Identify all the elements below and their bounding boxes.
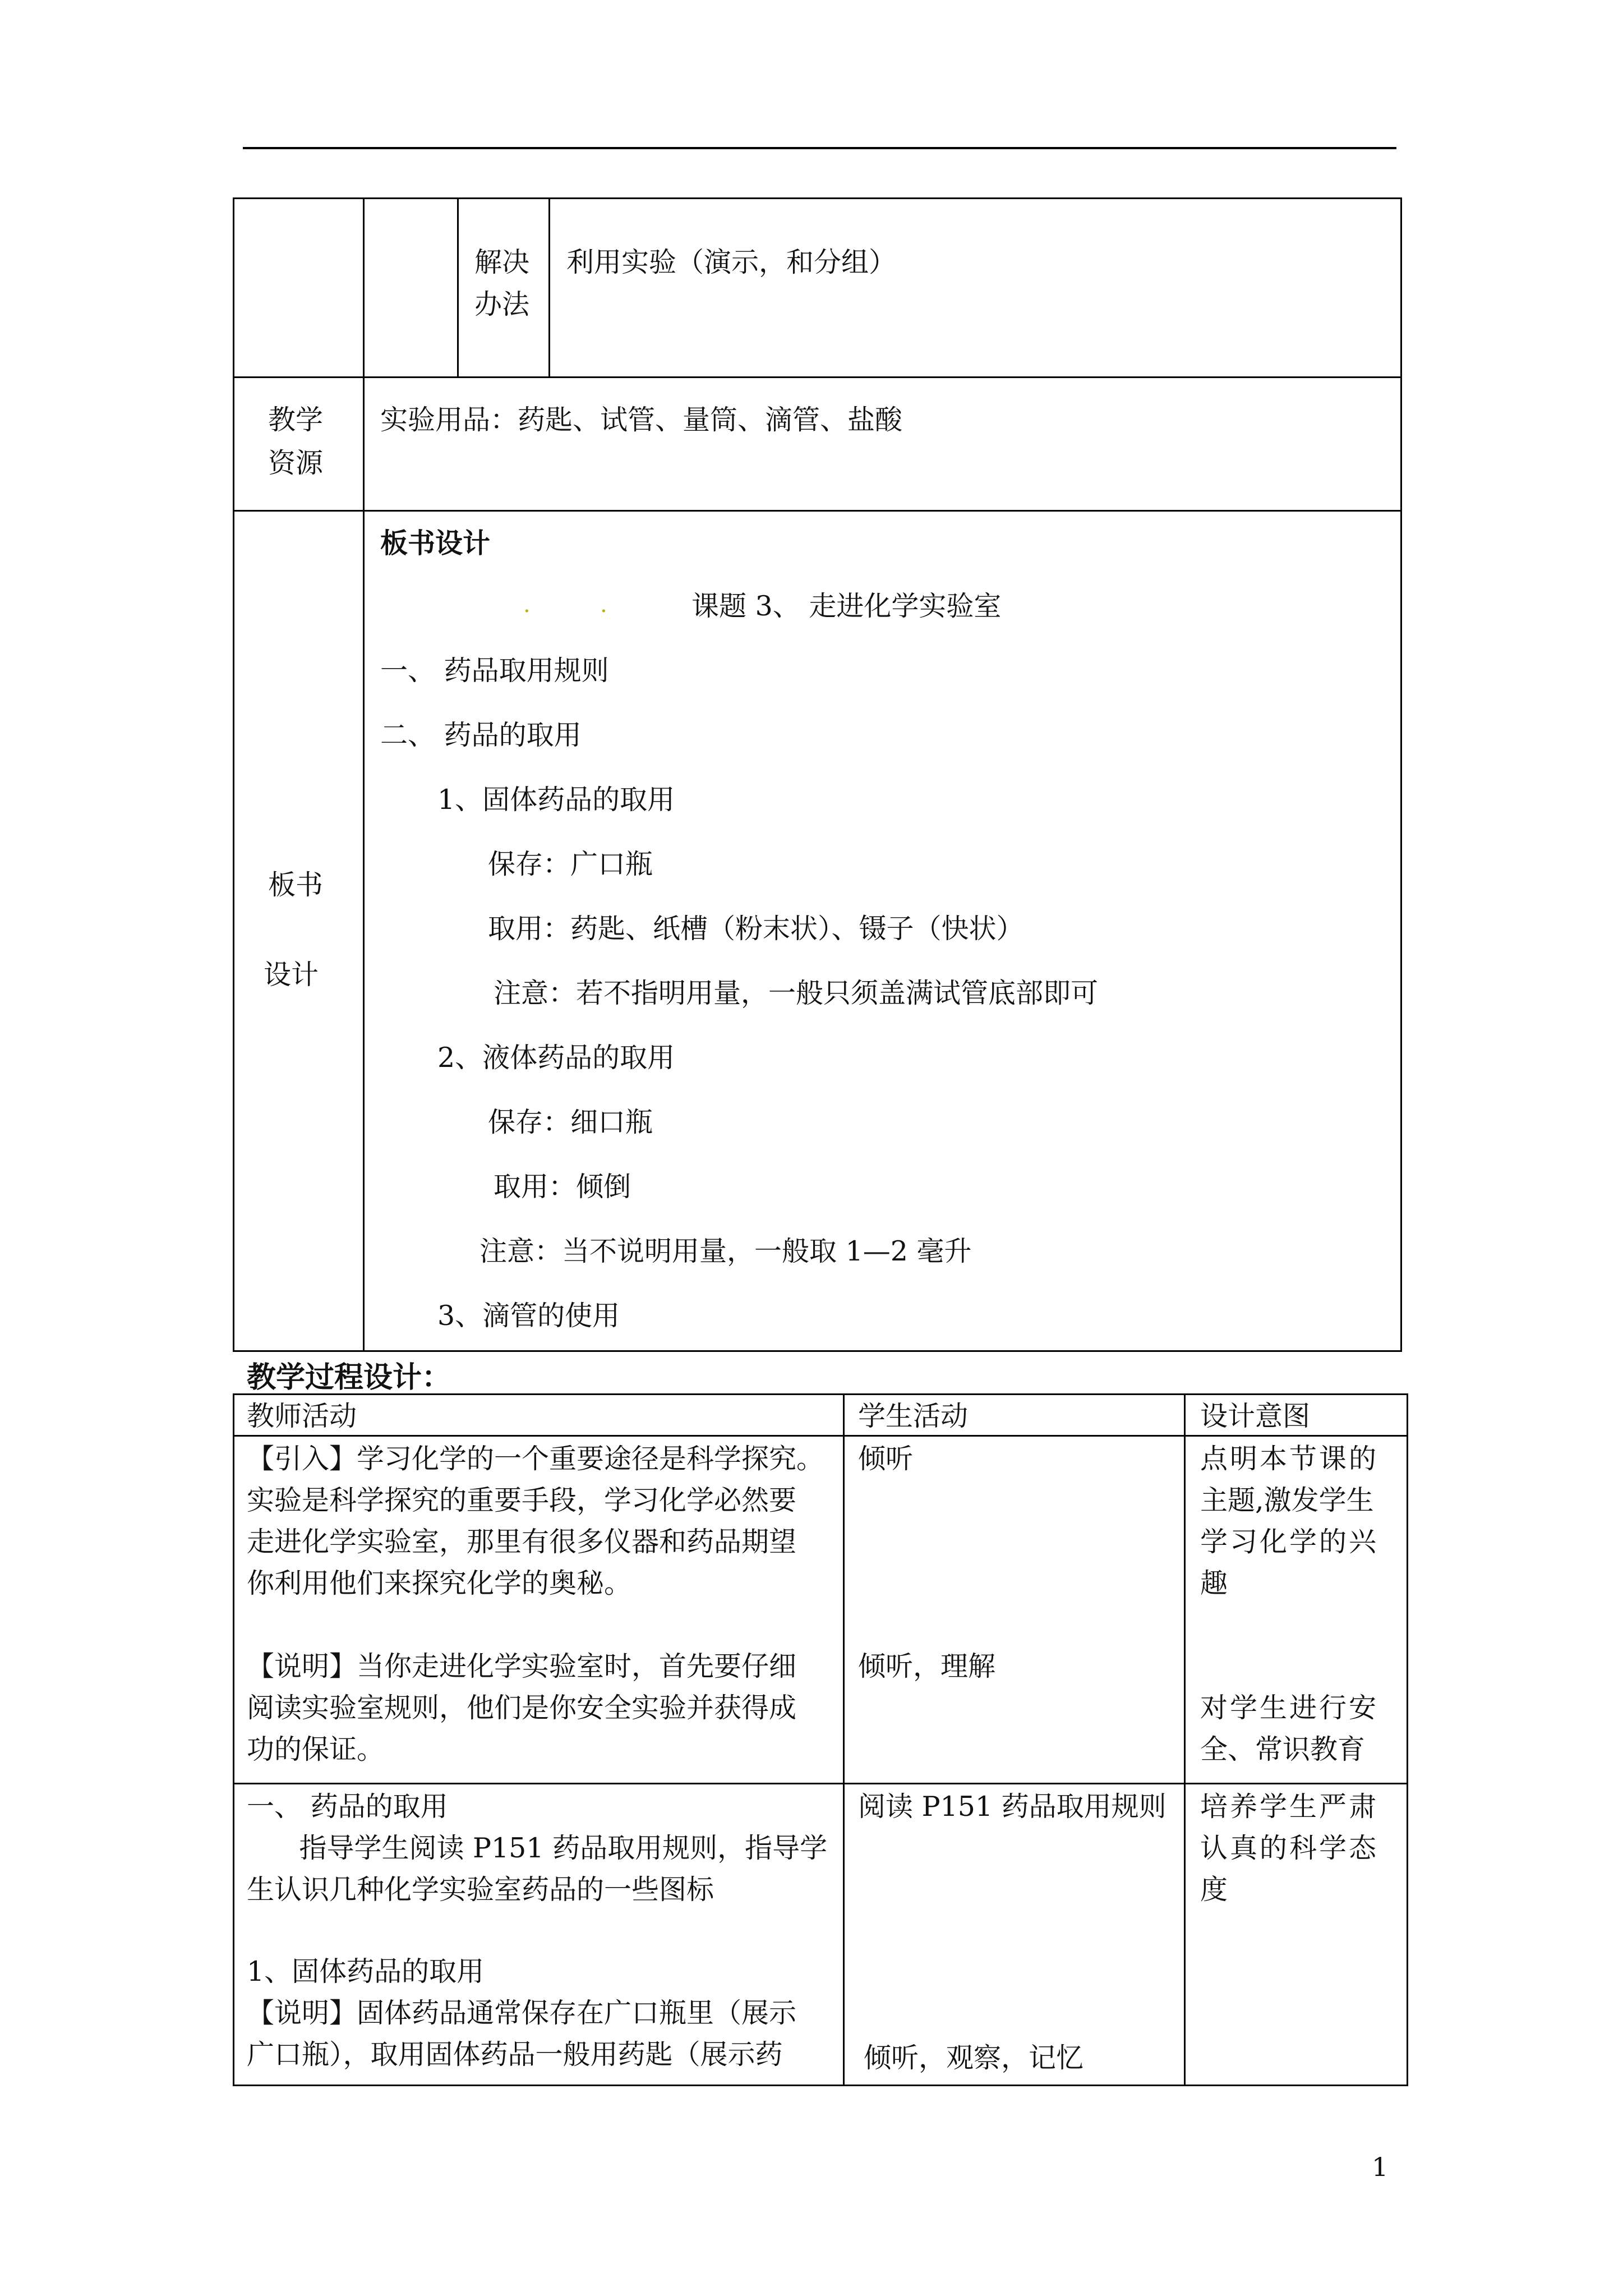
- teacher-text: 广口瓶），取用固体药品一般用药匙（展示药: [247, 2039, 783, 2070]
- board-line: 取用：药匙、纸槽（粉末状）、镊子（快状）: [488, 913, 1024, 945]
- teacher-text: 生认识几种化学实验室药品的一些图标: [247, 1874, 714, 1906]
- teacher-text: 指导学生阅读 P151 药品取用规则，指导学: [247, 1832, 828, 1864]
- teacher-text: 功的保证。: [247, 1733, 385, 1765]
- intent-text: 全、常识教育: [1200, 1733, 1366, 1765]
- solution-label-line2: 办法: [474, 288, 530, 320]
- resources-text: 实验用品：药匙、试管、量筒、滴管、盐酸: [380, 404, 903, 436]
- header-rule: [243, 147, 1396, 149]
- student-text: 倾听: [858, 1443, 914, 1475]
- table-row-divider: [233, 510, 1402, 512]
- resources-label-line2: 资源: [268, 447, 324, 479]
- teacher-text: 【说明】固体药品通常保存在广口瓶里（展示: [247, 1997, 797, 2029]
- lesson-info-table: [233, 197, 1402, 1352]
- board-label-line1: 板书: [268, 869, 324, 901]
- teacher-text: 你利用他们来探究化学的奥秘。: [247, 1567, 632, 1599]
- board-line: 取用：倾倒: [494, 1171, 631, 1203]
- solution-text: 利用实验（演示，和分组）: [566, 246, 897, 278]
- teacher-text: 实验是科学探究的重要手段，学习化学必然要: [247, 1484, 797, 1516]
- table-col-divider: [1184, 1393, 1186, 2086]
- resources-label-line1: 教学: [268, 404, 324, 436]
- student-text: 倾听，观察，记忆: [864, 2042, 1084, 2074]
- board-line: 2、液体药品的取用: [437, 1042, 675, 1074]
- intent-text: 认真的科学态: [1200, 1832, 1379, 1864]
- table-col-divider: [457, 197, 459, 378]
- table-row-divider: [233, 1435, 1408, 1437]
- teacher-text: 1、固体药品的取用: [247, 1955, 485, 1987]
- table-row-divider: [233, 1783, 1408, 1784]
- decorative-dot: .: [600, 592, 607, 618]
- board-heading: 板书设计: [380, 527, 491, 559]
- board-line: 注意：若不指明用量，一般只须盖满试管底部即可: [494, 977, 1099, 1009]
- board-line: 一、 药品取用规则: [380, 655, 609, 687]
- intent-text: 对学生进行安: [1200, 1692, 1379, 1724]
- intent-text: 学习化学的兴: [1200, 1526, 1379, 1558]
- board-line: 1、固体药品的取用: [437, 784, 675, 816]
- decorative-dot: .: [523, 592, 531, 618]
- board-line: 注意：当不说明用量，一般取 1—2 毫升: [479, 1235, 972, 1267]
- teacher-text: 一、 药品的取用: [247, 1791, 448, 1823]
- intent-text: 培养学生严肃: [1200, 1791, 1379, 1823]
- header-intent: 设计意图: [1200, 1400, 1311, 1432]
- solution-label-line1: 解决: [474, 246, 530, 278]
- board-line: 二、 药品的取用: [380, 719, 582, 751]
- table-col-divider: [548, 197, 550, 378]
- board-label-line2: 设计: [264, 959, 319, 991]
- teacher-text: 走进化学实验室，那里有很多仪器和药品期望: [247, 1526, 797, 1558]
- intent-text: 度: [1200, 1874, 1228, 1906]
- header-teacher: 教师活动: [247, 1400, 357, 1432]
- board-line: 保存：广口瓶: [488, 848, 653, 880]
- intent-text: 点明本节课的: [1200, 1443, 1379, 1475]
- section-title: 教学过程设计：: [247, 1360, 451, 1395]
- teacher-text: 【说明】当你走进化学实验室时，首先要仔细: [247, 1650, 797, 1682]
- intent-text: 趣: [1200, 1567, 1228, 1599]
- student-text: 阅读 P151 药品取用规则: [858, 1791, 1166, 1823]
- board-line: 保存：细口瓶: [488, 1106, 653, 1138]
- page-number: 1: [1372, 2152, 1389, 2182]
- table-col-divider: [843, 1393, 845, 2086]
- lesson-title: 课题 3、 走进化学实验室: [691, 590, 1002, 622]
- header-student: 学生活动: [858, 1400, 969, 1432]
- teacher-text: 阅读实验室规则，他们是你安全实验并获得成: [247, 1692, 797, 1724]
- student-text: 倾听，理解: [858, 1650, 996, 1682]
- table-row-divider: [233, 376, 1402, 378]
- intent-text: 主题,激发学生: [1200, 1484, 1374, 1516]
- teacher-text: 【引入】学习化学的一个重要途径是科学探究。: [247, 1443, 824, 1475]
- table-col-divider: [363, 197, 365, 1352]
- board-line: 3、滴管的使用: [437, 1300, 620, 1332]
